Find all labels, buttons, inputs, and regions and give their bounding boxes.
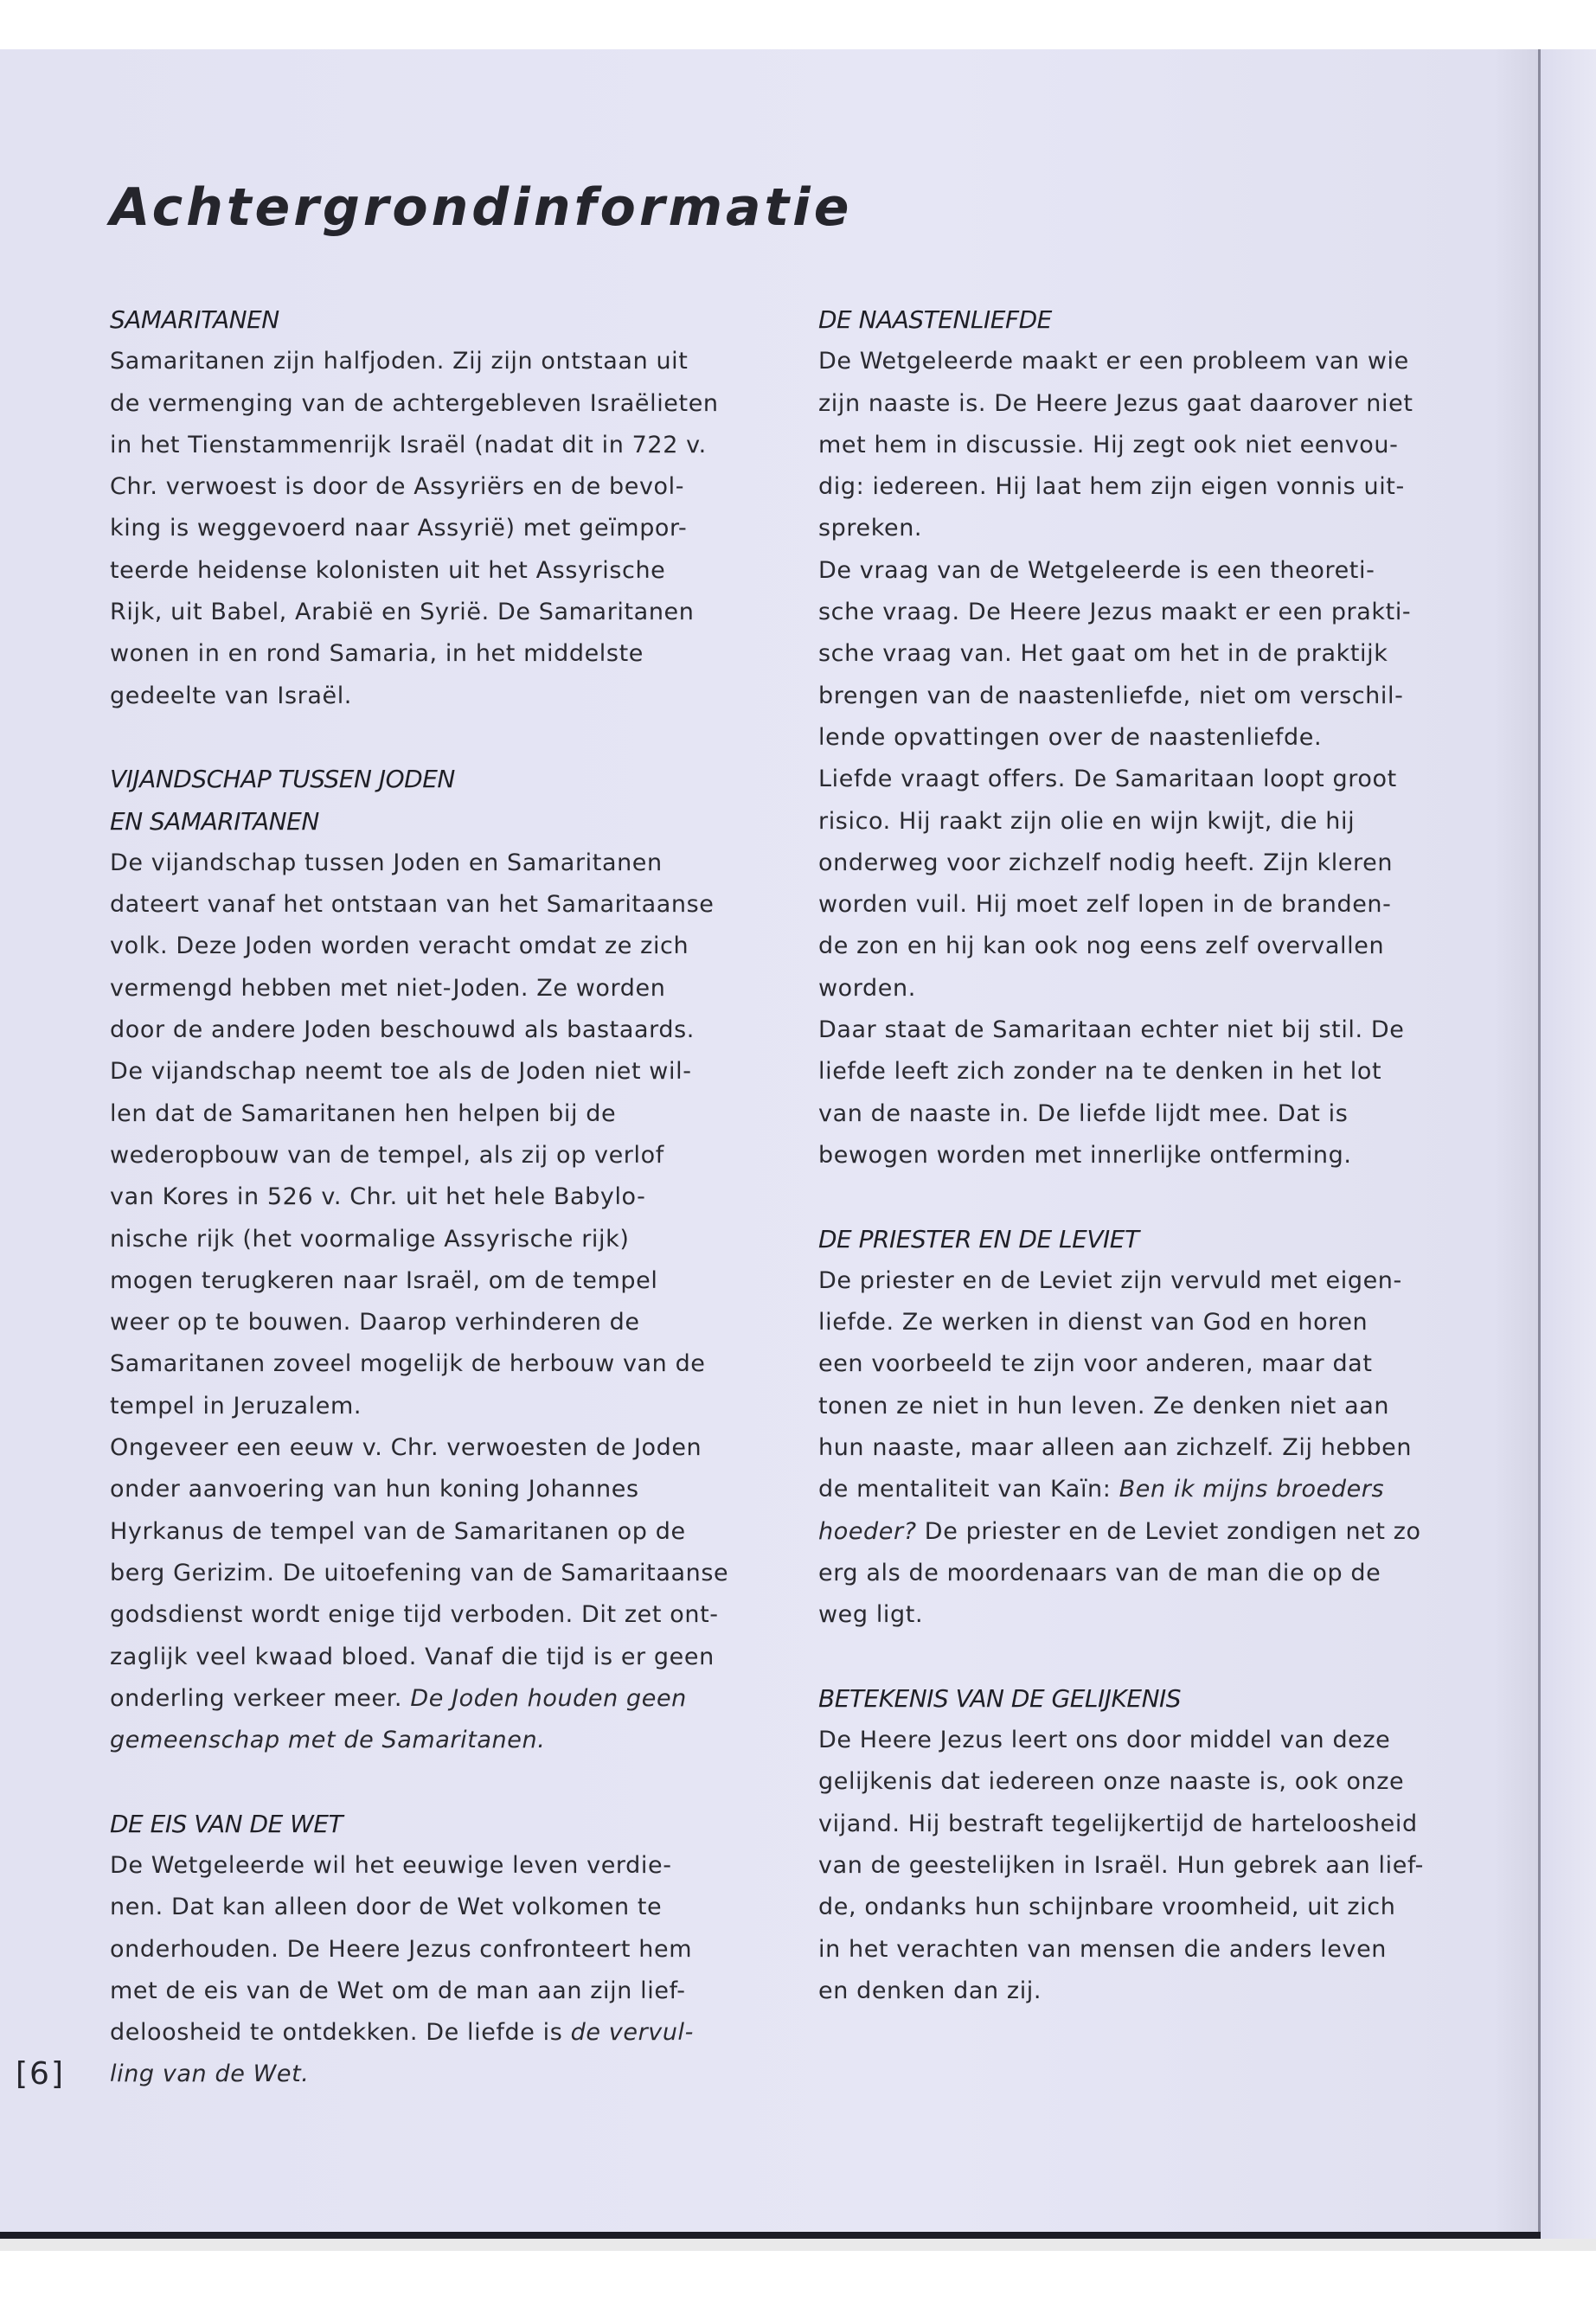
text-line: worden vuil. Hij moet zelf lopen in de branden- [818,891,1392,919]
blank-line [818,1176,1424,1218]
text-line: met hem in discussie. Hij zegt ook niet eenvou- [818,431,1399,458]
text-line: godsdienst wordt enige tijd verboden. Dit zet ont- [110,1601,719,1629]
text-line: en denken dan zij. [818,1977,1042,2004]
text-line: liefde. Ze werken in dienst van God en horen [818,1309,1368,1336]
text-line: in het verachten van mensen die anders leven [818,1935,1387,1963]
text-line: onder aanvoering van hun koning Johannes [110,1476,639,1503]
text-line: gedeelte van Israël. [110,682,352,709]
section-heading: DE PRIESTER EN DE LEVIET [818,1224,1139,1253]
text-line: de, ondanks hun schijnbare vroomheid, uit zich [818,1894,1396,1921]
text-line: vermengd hebben met niet-Joden. Ze worden [110,974,666,1002]
text-line: tempel in Jeruzalem. [110,1392,362,1420]
text-line: len dat de Samaritanen hen helpen bij de [110,1099,617,1127]
text-line: Rijk, uit Babel, Arabië en Syrië. De Samaritanen [110,599,695,626]
text-line: de zon en hij kan ook nog eens zelf overvallen [818,933,1385,960]
right-column [818,299,1424,2012]
text-line [110,2054,728,2095]
text-line [110,2012,728,2054]
page-edge-line [1538,49,1541,2239]
text-line: Samaritanen zoveel mogelijk de herbouw van de [110,1350,706,1378]
text-segment: deloosheid te ontdekken. De liefde is [110,2019,571,2047]
section-heading: SAMARITANEN [110,305,279,334]
text-line: door de andere Joden beschouwd als bastaards. [110,1016,695,1044]
text-line: van de naaste in. De liefde lijdt mee. Dat is [818,1099,1349,1127]
text-line: tonen ze niet in hun leven. Ze denken niet aan [818,1392,1390,1420]
text-line: een voorbeeld te zijn voor anderen, maar dat [818,1350,1373,1378]
text-line: dig: iedereen. Hij laat hem zijn eigen vonnis uit- [818,473,1405,501]
text-line: spreken. [818,515,923,542]
text-line: vijand. Hij bestraft tegelijkertijd de harteloosheid [818,1810,1418,1837]
text-line [110,1720,728,1761]
text-line: De vijandschap neemt toe als de Joden niet wil- [110,1058,692,1086]
text-line: volk. Deze Joden worden veracht omdat ze zich [110,933,689,960]
text-line: onderweg voor zichzelf nodig heeft. Zijn kleren [818,849,1394,876]
page-title: Achtergrondinformatie [110,177,853,238]
text-line: De Wetgeleerde maakt er een probleem van wie [818,348,1409,375]
text-line: in het Tienstammenrijk Israël (nadat dit in 722 v. [110,431,707,458]
blank-line [818,1637,1424,1678]
text-line: Chr. verwoest is door de Assyriërs en de bevol- [110,473,685,501]
page-number: [6] [16,2056,65,2092]
text-line: Liefde vraagt offers. De Samaritaan loopt groot [818,766,1397,793]
text-line: zijn naaste is. De Heere Jezus gaat daarover niet [818,389,1413,417]
italic-text: hoeder? [818,1517,917,1545]
text-line: Samaritanen zijn halfjoden. Zij zijn ontstaan uit [110,348,689,375]
blank-line [110,717,728,759]
text-line: risico. Hij raakt zijn olie en wijn kwijt, die hij [818,807,1356,835]
section-heading: DE NAASTENLIEFDE [818,305,1052,334]
text-line: gelijkenis dat iedereen onze naaste is, ook onze [818,1768,1405,1796]
text-line: worden. [818,974,916,1002]
text-line: van Kores in 526 v. Chr. uit het hele Babylo- [110,1183,646,1211]
text-line: bewogen worden met innerlijke ontferming. [818,1141,1352,1169]
text-line: king is weggevoerd naar Assyrië) met geïmpor- [110,515,688,542]
text-line: De priester en de Leviet zijn vervuld met eigen- [818,1266,1402,1294]
text-line: brengen van de naastenliefde, niet om verschil- [818,682,1404,709]
text-line: liefde leeft zich zonder na te denken in het lot [818,1058,1382,1086]
text-line [818,1469,1424,1510]
italic-text: De Joden houden geen [410,1684,687,1712]
text-line: lende opvattingen over de naastenliefde. [818,723,1323,751]
text-line: De Wetgeleerde wil het eeuwige leven verdie- [110,1851,672,1879]
text-line: Ongeveer een eeuw v. Chr. verwoesten de Joden [110,1434,702,1462]
text-line: berg Gerizim. De uitoefening van de Samaritaanse [110,1559,729,1586]
text-line: onderhouden. De Heere Jezus confronteert hem [110,1935,693,1963]
text-line: wederopbouw van de tempel, als zij op verlof [110,1141,664,1169]
text-line: hun naaste, maar alleen aan zichzelf. Zij hebben [818,1434,1413,1462]
text-line: mogen terugkeren naar Israël, om de tempel [110,1266,658,1294]
text-line: dateert vanaf het ontstaan van het Samaritaanse [110,891,715,919]
text-line: de vermenging van de achtergebleven Israëlieten [110,389,719,417]
text-line: Hyrkanus de tempel van de Samaritanen op de [110,1517,686,1545]
section-heading: EN SAMARITANEN [110,806,319,836]
text-line: nen. Dat kan alleen door de Wet volkomen te [110,1894,663,1921]
text-segment: De priester en de Leviet zondigen net zo [916,1517,1421,1545]
italic-text: ling van de Wet. [110,2061,310,2088]
section-heading: VIJANDSCHAP TUSSEN JODEN [110,765,455,794]
text-line: De vraag van de Wetgeleerde is een theoreti- [818,556,1375,584]
text-line: sche vraag van. Het gaat om het in de praktijk [818,640,1388,668]
italic-text: Ben ik mijns broeders [1118,1476,1385,1503]
text-line: De vijandschap tussen Joden en Samaritanen [110,849,663,876]
text-line: wonen in en rond Samaria, in het middelste [110,640,644,668]
text-line: erg als de moordenaars van de man die op de [818,1559,1381,1586]
italic-text: de vervul- [570,2019,694,2047]
text-line: weg ligt. [818,1601,924,1629]
text-line: weer op te bouwen. Daarop verhinderen de [110,1309,640,1336]
text-line: met de eis van de Wet om de man aan zijn lief- [110,1977,686,2004]
text-line [110,1678,728,1720]
text-line: teerde heidense kolonisten uit het Assyrische [110,556,666,584]
text-line: zaglijk veel kwaad bloed. Vanaf die tijd is er geen [110,1643,715,1670]
text-line: sche vraag. De Heere Jezus maakt er een prakti- [818,599,1412,626]
left-column [110,299,728,2096]
text-line [818,1511,1424,1553]
text-segment: onderling verkeer meer. [110,1684,411,1712]
text-segment: de mentaliteit van Kaïn: [818,1476,1119,1503]
section-heading: BETEKENIS VAN DE GELIJKENIS [818,1683,1182,1713]
scan-bottom-shadow [0,2239,1596,2251]
italic-text: gemeenschap met de Samaritanen. [110,1727,546,1754]
blank-line [110,1761,728,1803]
text-line: De Heere Jezus leert ons door middel van deze [818,1727,1391,1754]
text-line: van de geestelijken in Israël. Hun gebrek aan lief- [818,1851,1424,1879]
text-line: nische rijk (het voormalige Assyrische rijk) [110,1225,630,1253]
section-heading: DE EIS VAN DE WET [110,1809,343,1838]
scan-bottom-band [0,2232,1541,2239]
next-page-edge [1541,49,1596,2239]
text-line: Daar staat de Samaritaan echter niet bij stil. De [818,1016,1405,1044]
